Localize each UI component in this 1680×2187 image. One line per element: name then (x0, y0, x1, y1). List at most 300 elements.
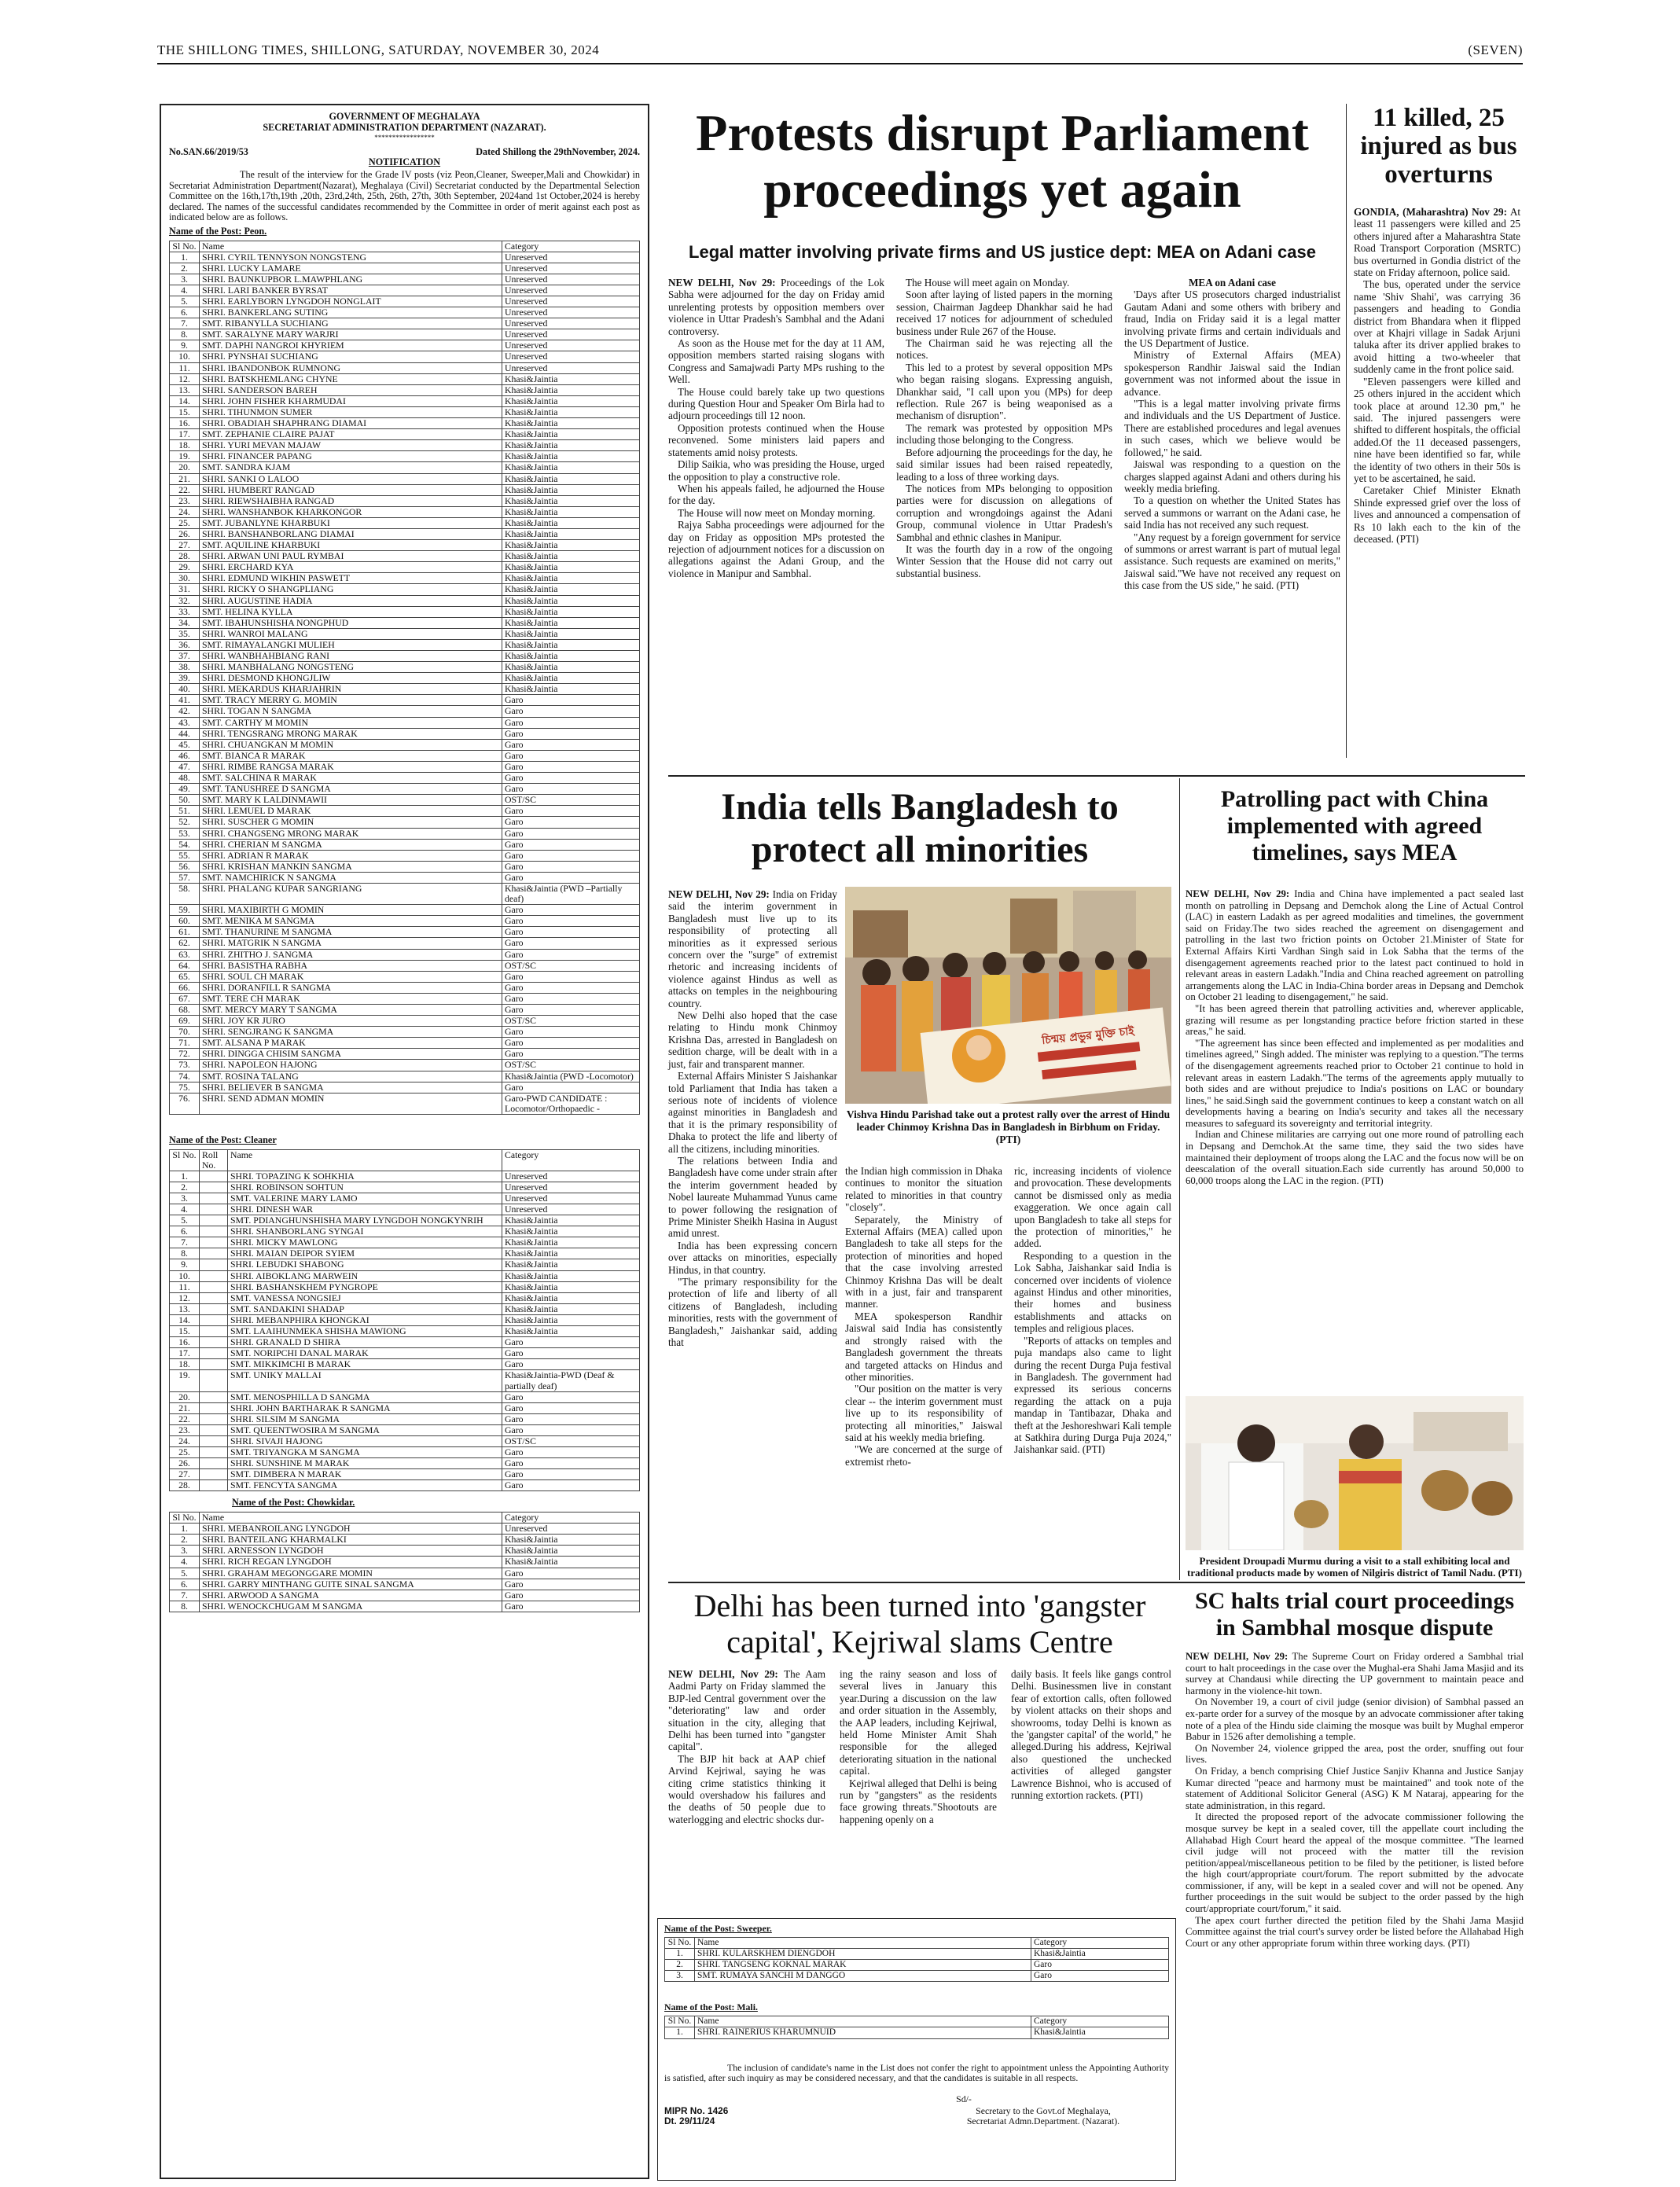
col-header: Roll No. (200, 1149, 228, 1171)
table-cell: SHRI. BASISTHA RABHA (200, 960, 502, 971)
table-row (665, 1949, 1169, 1960)
table-cell: Unreserved (502, 329, 640, 340)
table-cell: Khasi&Jaintia (502, 484, 640, 495)
table-cell: Khasi&Jaintia (502, 1226, 640, 1237)
sweeper-table (664, 1937, 1169, 1982)
table-cell: 11. (170, 1281, 200, 1292)
table-cell: SHRI. MICKY MAWLONG (228, 1237, 502, 1248)
table-row (170, 1391, 640, 1402)
table-cell: Garo (1031, 1960, 1169, 1971)
notice-ref-row (169, 147, 640, 158)
table-cell: Garo (502, 993, 640, 1004)
mipr-date: Dt. 29/11/24 (664, 2115, 715, 2126)
table-cell: 67. (170, 993, 200, 1004)
table-cell: Khasi&Jaintia (502, 651, 640, 662)
table-cell (200, 1391, 228, 1402)
table-cell: Khasi&Jaintia (502, 617, 640, 628)
col-header: Name (200, 1513, 502, 1524)
table-cell: 34. (170, 617, 200, 628)
table-cell (200, 1413, 228, 1424)
table-cell: 6. (170, 1226, 200, 1237)
table-cell: 60. (170, 916, 200, 927)
table-cell: SHRI. BANTEILANG KHARMALKI (200, 1535, 502, 1546)
table-cell (200, 1303, 228, 1314)
mipr-number: MIPR No. 1426 (664, 2104, 729, 2116)
table-cell: 46. (170, 750, 200, 761)
table-cell: Garo (502, 773, 640, 784)
notice-intro: The result of the interview for the Grade IV posts (viz Peon,Cleaner, Sweeper,Mali and Chowkidar) in Secretariat Administration Department(Nazarat), Meghalaya (Civil) Secretariat conducted by the Departmental Selection Committee on the 16th,17th,19th ,20th, 23rd,24th, 25th, 26th, 27th, 30th September, 2024and 1st October,2024 is hereby declared. The names of the successful candidates recommended by the Committee in order of merit against each post as indicated below are as follows. (169, 168, 640, 223)
table-cell: Khasi&Jaintia (502, 373, 640, 384)
table-cell: Unreserved (502, 362, 640, 373)
table-row (170, 1270, 640, 1281)
table-row (170, 318, 640, 329)
table-cell: Garo (502, 1447, 640, 1458)
table-cell: SHRI. LEBUDKI SHABONG (228, 1259, 502, 1270)
table-row (170, 1082, 640, 1093)
delhi-para: ing the rainy season and loss of several lives in January this year.During a discussion on the law and order situation in the Assembly, the AAP leaders, including Kejriwal, held Home Minister Amit Shah responsible for the alleged deteriorating situation in the national capital. (840, 1668, 997, 1777)
table-cell: 11. (170, 362, 200, 373)
table-row (170, 1535, 640, 1546)
table-cell: 1. (665, 2027, 695, 2038)
table-cell: SMT. DIMBERA N MARAK (228, 1469, 502, 1480)
table-cell: Khasi&Jaintia (502, 1303, 640, 1314)
table-cell: SMT. IBAHUNSHISHA NONGPHUD (200, 617, 502, 628)
table-cell: Khasi&Jaintia (502, 1557, 640, 1568)
table-cell: SHRI. SIVAJI HAJONG (228, 1435, 502, 1446)
table-cell: 44. (170, 728, 200, 739)
table-row (170, 1281, 640, 1292)
bangladesh-para: India on Friday said the interim government in Bangladesh must live up to its responsibility of protecting all minorities as it expressed serious concern over the "surge" of extremist rhetoric and increasing incidents of violence against Hindus as well as attacks on temples in the neighbouring country. (668, 888, 838, 1009)
table-cell: 19. (170, 451, 200, 462)
table-cell: 16. (170, 418, 200, 429)
table-cell: SMT. TERE CH MARAK (200, 993, 502, 1004)
table-cell: 63. (170, 949, 200, 960)
table-row (170, 1546, 640, 1557)
table-cell: OST/SC (502, 1060, 640, 1071)
table-cell: SMT. SALCHINA R MARAK (200, 773, 502, 784)
table-cell (200, 1447, 228, 1458)
table-row (170, 773, 640, 784)
table-row (170, 506, 640, 517)
table-cell: OST/SC (502, 960, 640, 971)
delhi-dateline: NEW DELHI, Nov 29: (668, 1668, 778, 1680)
table-cell: 31. (170, 584, 200, 595)
table-cell (200, 1458, 228, 1469)
table-cell: 45. (170, 739, 200, 750)
table-cell: Garo (502, 1402, 640, 1413)
table-cell: 62. (170, 938, 200, 949)
table-row (170, 451, 640, 462)
table-cell: SHRI. ARWOOD A SANGMA (200, 1590, 502, 1601)
table-cell: Garo (502, 1005, 640, 1016)
bangladesh-para: "We are concerned at the surge of extremist rheto- (845, 1443, 1002, 1468)
table-cell: SHRI. DORANFILL R SANGMA (200, 982, 502, 993)
table-cell: 75. (170, 1082, 200, 1093)
parliament-para: 'Days after US prosecutors charged industrialist Gautam Adani and some others with bribery and fraud, India on Friday said it is a legal matter involving private firms and certain individuals and the US Department of Justice. (1124, 289, 1340, 350)
president-photo (1186, 1396, 1524, 1550)
table-row (170, 274, 640, 285)
table-cell: SHRI. RIEWSHAIBHA RANGAD (200, 495, 502, 506)
parliament-para: To a question on whether the United States has served a summons or warrant on the Adani case, he said India has not received any such request. (1124, 494, 1340, 531)
table-cell: Khasi&Jaintia (502, 1248, 640, 1259)
table-cell: SMT. RIBANYLLA SUCHIANG (200, 318, 502, 329)
table-cell: SMT. MENOSPHILLA D SANGMA (228, 1391, 502, 1402)
table-cell: Garo (502, 839, 640, 850)
table-cell: 12. (170, 373, 200, 384)
table-row (665, 2027, 1169, 2038)
bangladesh-col-2 (845, 1165, 1002, 1468)
table-cell: Garo (502, 817, 640, 828)
table-cell: Khasi&Jaintia (502, 384, 640, 395)
parliament-para: The House will now meet on Monday morning. (678, 506, 876, 519)
table-row (170, 617, 640, 628)
table-cell: 12. (170, 1292, 200, 1303)
table-cell: 40. (170, 684, 200, 695)
table-cell: Garo (502, 971, 640, 982)
parliament-para: The Chairman said he was rejecting all the notices. (896, 337, 1112, 362)
table-cell: 32. (170, 595, 200, 606)
table-row (170, 695, 640, 706)
table-row (170, 1060, 640, 1071)
bangladesh-para: "Our position on the matter is very clear -- the interim government must live up to its responsibility of protecting all minorities," Jaiswal said at his weekly media briefing. (845, 1383, 1002, 1443)
table-cell: 1. (170, 252, 200, 263)
china-para: "The agreement has since been effected and implemented as per modalities and timelines agreed," Singh added. The minister was replying to a question."The terms of the disengagement agreements reached prior to October 21 continue to hold in relevant areas in eastern Ladakh."The terms of the agreements apply mutually to both sides and are without prejudice to India's positions on LAC or boundary lines," he said.Singh said the government continues to keep a constant watch on all developments having a bearing on India's security and takes all the necessary measures to safeguard its sovereignty and territorial integrity. (1186, 1037, 1524, 1129)
sc-headline: SC halts trial court proceedings in Sambhal mosque dispute (1194, 1588, 1515, 1641)
table-cell: Khasi&Jaintia (502, 462, 640, 473)
table-cell: SHRI. DESMOND KHONGJLIW (200, 673, 502, 684)
chowkidar-header-row (170, 1513, 640, 1524)
table-cell: 2. (665, 1960, 695, 1971)
table-row (170, 905, 640, 916)
table-row (170, 927, 640, 938)
table-cell: 2. (170, 1535, 200, 1546)
bangladesh-headline: India tells Bangladesh to protect all minorities (721, 786, 1119, 870)
table-row (170, 1314, 640, 1325)
table-cell: Khasi&Jaintia (502, 1535, 640, 1546)
table-cell: SHRI. CYRIL TENNYSON NONGSTENG (200, 252, 502, 263)
table-cell: SMT. ALSANA P MARAK (200, 1038, 502, 1049)
table-row (170, 960, 640, 971)
table-row (170, 861, 640, 872)
table-row (170, 839, 640, 850)
notice-title: NOTIFICATION (368, 156, 441, 168)
table-row (170, 717, 640, 728)
table-cell: 7. (170, 1237, 200, 1248)
table-row (170, 706, 640, 717)
table-cell: SMT. TRIYANGKA M SANGMA (228, 1447, 502, 1458)
table-cell: Unreserved (502, 307, 640, 318)
table-row (170, 340, 640, 351)
col-header: Name (695, 2016, 1031, 2027)
table-row (170, 462, 640, 473)
table-cell: SHRI. WANSHANBOK KHARKONGOR (200, 506, 502, 517)
table-cell: SMT. MARY K LALDINMAWII (200, 795, 502, 806)
table-cell: Unreserved (502, 318, 640, 329)
sc-story (1186, 1651, 1524, 1949)
table-row (170, 673, 640, 684)
mali-header-row (665, 2016, 1169, 2027)
protest-rally-photo (845, 887, 1171, 1104)
table-row (170, 1027, 640, 1038)
table-cell: SMT. MENIKA M SANGMA (200, 916, 502, 927)
table-row (170, 1292, 640, 1303)
table-cell: 9. (170, 1259, 200, 1270)
table-cell: 28. (170, 551, 200, 562)
table-cell: Unreserved (502, 351, 640, 362)
bangladesh-para: MEA spokesperson Randhir Jaiswal said India has consistently and strongly raised with the Bangladesh government the threats and targeted attacks on Hindus and other minorities. (845, 1310, 1002, 1383)
table-cell: SHRI. DINGGA CHISIM SANGMA (200, 1049, 502, 1060)
table-cell: 1. (170, 1171, 200, 1182)
table-cell: 17. (170, 429, 200, 440)
table-cell: SHRI. EDMUND WIKHIN PASWETT (200, 573, 502, 584)
table-cell: SHRI. RAINERIUS KHARUMNUID (695, 2027, 1031, 2038)
table-cell: 39. (170, 673, 200, 684)
table-cell: 57. (170, 872, 200, 883)
table-cell: 51. (170, 806, 200, 817)
table-row (170, 662, 640, 673)
table-cell: Khasi&Jaintia (502, 440, 640, 451)
table-row (170, 1402, 640, 1413)
signature-sd: Sd/- (956, 2093, 972, 2104)
table-row (170, 817, 640, 828)
table-cell: SHRI. MAXIBIRTH G MOMIN (200, 905, 502, 916)
table-row (170, 395, 640, 406)
table-cell: 38. (170, 662, 200, 673)
table-cell: Garo (502, 927, 640, 938)
table-cell: Khasi&Jaintia (502, 628, 640, 639)
table-cell: Khasi&Jaintia (502, 473, 640, 484)
parliament-para: Rajya Sabha proceedings were adjourned for the day on Friday as opposition MPs protested the rejection of adjournment notices for a discussion on allegations against the Adani Group, and the violence in Manipur and Sambhal. (668, 519, 884, 579)
peon-heading: Name of the Post: Peon. (169, 225, 267, 237)
delhi-col-2 (840, 1668, 997, 1825)
bangladesh-para: "The primary responsibility for the protection of life and liberty of all citizens of Bangladesh, including minorities, rests with the government of Bangladesh," Jaishankar said, adding that (668, 1276, 837, 1349)
table-row (170, 982, 640, 993)
china-para: Indian and Chinese militaries are carrying out one more round of patrolling each in Depsang and Demchok.At the same time, they said the two sides have maintained their deployment of troops along the LAC and the focus now will be on deescalation of the overall situation.Each side currently has around 50,000 to 60,000 troops along the LAC in the region. (PTI) (1186, 1129, 1524, 1186)
table-row (170, 1093, 640, 1114)
table-cell: 13. (170, 1303, 200, 1314)
table-cell: SMT. JUBANLYNE KHARBUKI (200, 517, 502, 528)
table-cell: SHRI. MANBHALANG NONGSTENG (200, 662, 502, 673)
table-row (170, 1469, 640, 1480)
table-row (170, 573, 640, 584)
col-header: Sl No. (170, 1513, 200, 1524)
table-cell: Garo (502, 1601, 640, 1612)
table-row (170, 1049, 640, 1060)
table-row (170, 1424, 640, 1435)
table-cell: Unreserved (502, 285, 640, 296)
table-cell: Garo (502, 1590, 640, 1601)
table-cell: 28. (170, 1480, 200, 1491)
table-cell: Garo (502, 850, 640, 861)
table-cell (200, 1326, 228, 1337)
table-cell: 3. (170, 274, 200, 285)
table-cell: 30. (170, 573, 200, 584)
table-cell: Unreserved (502, 1182, 640, 1193)
sc-para: The apex court further directed the petition filed by the Shahi Jama Masjid Committee against the trial court's survey order be listed before the Allahabad High Court or any other appropriate forum within three working days. (PTI) (1186, 1914, 1524, 1949)
table-row (170, 440, 640, 451)
bus-story (1354, 206, 1520, 545)
table-row (170, 584, 640, 595)
table-cell: SHRI. LEMUEL D MARAK (200, 806, 502, 817)
delhi-para: The BJP hit back at AAP chief Arvind Kejriwal, saying he was citing crime statistics thinking it would overshadow his failures and the deaths of 50 people due to waterlogging and electric shocks dur- (668, 1752, 825, 1825)
table-cell: Garo (502, 1579, 640, 1590)
table-cell: 36. (170, 639, 200, 650)
table-cell: SHRI. TOGAN N SANGMA (200, 706, 502, 717)
table-cell: 50. (170, 795, 200, 806)
table-cell (200, 1204, 228, 1215)
table-cell: SHRI. ARNESSON LYNGDOH (200, 1546, 502, 1557)
table-cell: SHRI. OBADIAH SHAPHRANG DIAMAI (200, 418, 502, 429)
table-row (665, 1971, 1169, 1982)
table-cell: Khasi&Jaintia (502, 1546, 640, 1557)
table-cell: SHRI. MEBANPHIRA KHONGKAI (228, 1314, 502, 1325)
table-row (170, 606, 640, 617)
table-cell: 56. (170, 861, 200, 872)
sc-para: It directed the proposed report of the advocate commissioner following the mosque survey be kept in a sealed cover, till the appellate court including the Allahabad High Court heard the appeal of the mosque committee. "The learned civil judge will not proceed with the matter till the revision petition/appeal/miscellaneous petition to be filed by the petitioner, is listed before the high court/appropriate court/forum. The report submitted by the advocate commissioner, if any, will be kept in a sealed cover and will not be opened. Any further proceedings in the suit would be subject to the order passed by the high court/appropriate court/forum," it said. (1186, 1811, 1524, 1915)
table-cell: Garo (502, 872, 640, 883)
table-cell: 5. (170, 1568, 200, 1579)
table-row (170, 1590, 640, 1601)
table-cell (200, 1348, 228, 1359)
table-cell: 53. (170, 828, 200, 839)
parliament-para: "Any request by a foreign government for service of summons or arrest warrant is part of mutual legal assistance. Such requests are examined on merits," Jaiswal said."We have not received any request on this case from the US side," he said. (PTI) (1124, 531, 1340, 592)
bus-headline: 11 killed, 25 injured as bus overturns (1360, 104, 1517, 189)
table-cell (200, 1193, 228, 1204)
table-cell: SHRI. WANBHAHBIANG RANI (200, 651, 502, 662)
table-row (170, 1215, 640, 1226)
parliament-para: When his appeals failed, he adjourned the House for the day. (668, 482, 884, 507)
table-cell: Garo (502, 1480, 640, 1491)
table-cell: 54. (170, 839, 200, 850)
table-cell: SHRI. GRANALD D SHIRA (228, 1337, 502, 1348)
table-row (170, 1259, 640, 1270)
table-cell: SMT. BIANCA R MARAK (200, 750, 502, 761)
bus-para: At least 11 passengers were killed and 25 others injured after a Maharashtra State Road Transport Corporation (MSRTC) bus overturned in Gondia district of the state on Friday afternoon, police said. (1354, 206, 1520, 279)
table-row (170, 1568, 640, 1579)
china-story (1186, 888, 1524, 1186)
parliament-col-2 (896, 277, 1112, 579)
parliament-para: Soon after laying of listed papers in the morning session, Chairman Jagdeep Dhankhar said he had received 17 notices for adjournment of scheduled business under Rule 267 of the House. (896, 289, 1112, 337)
table-cell: SHRI. MEBANROILANG LYNGDOH (200, 1524, 502, 1535)
table-cell: Khasi&Jaintia (502, 662, 640, 673)
table-row (170, 639, 640, 650)
table-cell: Garo (502, 739, 640, 750)
table-row (665, 1960, 1169, 1971)
table-row (170, 517, 640, 528)
col-header: Sl No. (665, 1938, 695, 1949)
table-cell: Khasi&Jaintia (502, 1237, 640, 1248)
table-row (170, 1171, 640, 1182)
bus-para: "Eleven passengers were killed and 25 others injured in the accident which took place at around 12.30 pm," he said. The injured passengers were shifted to different hospitals, the official added.Of the 11 deceased passengers, nine have been identified so far, while the identity of two others in their 50s is yet to be ascertained, he said. (1354, 375, 1520, 484)
table-cell: SMT. TANUSHREE D SANGMA (200, 784, 502, 795)
table-cell: 13. (170, 384, 200, 395)
table-row (170, 1182, 640, 1193)
table-cell: Khasi&Jaintia (PWD –Partially deaf) (502, 883, 640, 904)
table-cell: SMT. THANURINE M SANGMA (200, 927, 502, 938)
table-cell (200, 1182, 228, 1193)
delhi-col-1 (668, 1668, 825, 1825)
table-cell: SHRI. JOHN FISHER KHARMUDAI (200, 395, 502, 406)
bangladesh-col-1 (668, 888, 837, 1348)
table-row (170, 728, 640, 739)
parliament-col-3 (1124, 277, 1340, 592)
col-header: Category (502, 241, 640, 252)
table-cell: Garo (502, 750, 640, 761)
table-cell: SHRI. SUNSHINE M MARAK (228, 1458, 502, 1469)
table-row (170, 1204, 640, 1215)
table-cell: 4. (170, 1204, 200, 1215)
table-cell: Khasi&Jaintia (502, 528, 640, 539)
table-cell: Khasi&Jaintia (502, 1281, 640, 1292)
table-cell: OST/SC (502, 795, 640, 806)
table-cell: 65. (170, 971, 200, 982)
table-row (170, 806, 640, 817)
table-cell: Unreserved (502, 263, 640, 274)
table-cell: Khasi&Jaintia (502, 406, 640, 417)
table-cell: SMT. SARALYNE MARY WARJRI (200, 329, 502, 340)
table-cell: 69. (170, 1016, 200, 1027)
table-row (170, 1435, 640, 1446)
table-cell: 7. (170, 1590, 200, 1601)
table-cell: SHRI. SENGJRANG K SANGMA (200, 1027, 502, 1038)
table-cell: SMT. MIKKIMCHI B MARAK (228, 1359, 502, 1370)
col-header: Name (695, 1938, 1031, 1949)
bus-para: Caretaker Chief Minister Eknath Shinde expressed grief over the loss of lives and announced a compensation of Rs 10 lakh each to the kin of the deceased. (PTI) (1354, 484, 1520, 545)
table-cell: Garo (502, 728, 640, 739)
table-cell: Khasi&Jaintia (502, 606, 640, 617)
table-cell: OST/SC (502, 1435, 640, 1446)
table-cell: SHRI. NAPOLEON HAJONG (200, 1060, 502, 1071)
table-cell: 14. (170, 395, 200, 406)
table-cell: 37. (170, 651, 200, 662)
table-cell (200, 1292, 228, 1303)
signatory-title-1: Secretary to the Govt.of Meghalaya, (976, 2104, 1111, 2116)
table-cell: SHRI. ERCHARD KYA (200, 562, 502, 573)
table-cell: OST/SC (502, 1016, 640, 1027)
table-cell: SHRI. YURI MEVAN MAJAW (200, 440, 502, 451)
table-cell: SHRI. RICH REGAN LYNGDOH (200, 1557, 502, 1568)
table-cell: 35. (170, 628, 200, 639)
table-cell: Khasi&Jaintia (502, 418, 640, 429)
table-cell: 52. (170, 817, 200, 828)
table-cell: Garo (502, 949, 640, 960)
table-row (170, 329, 640, 340)
table-cell: SHRI. SANKI O LALOO (200, 473, 502, 484)
table-cell: Garo (502, 1458, 640, 1469)
table-cell: 1. (170, 1524, 200, 1535)
table-cell: Garo (502, 695, 640, 706)
table-cell: SHRI. BANSHANBORLANG DIAMAI (200, 528, 502, 539)
table-cell: Khasi&Jaintia (502, 1215, 640, 1226)
china-dateline: NEW DELHI, Nov 29: (1186, 888, 1290, 899)
table-cell: Unreserved (502, 274, 640, 285)
table-row (170, 1038, 640, 1049)
table-cell: SHRI. KRISHAN MANKIN SANGMA (200, 861, 502, 872)
table-cell: Khasi&Jaintia (502, 1326, 640, 1337)
table-cell: SMT. SANDRA KJAM (200, 462, 502, 473)
protest-photo-caption: Vishva Hindu Parishad take out a protest rally over the arrest of Hindu leader Chinmoy Krishna Das in Bangladesh in Birbhum on Friday. (PTI) (846, 1108, 1171, 1145)
table-cell: SMT. QUEENTWOSIRA M SANGMA (228, 1424, 502, 1435)
sc-dateline: NEW DELHI, Nov 29: (1186, 1651, 1288, 1662)
table-cell: 20. (170, 462, 200, 473)
table-cell: 4. (170, 285, 200, 296)
table-cell: Khasi&Jaintia (502, 1259, 640, 1270)
chowkidar-heading: Name of the Post: Chowkidar. (232, 1497, 355, 1509)
table-cell: SMT. TRACY MERRY G. MOMIN (200, 695, 502, 706)
table-cell: SHRI. SANDERSON BAREH (200, 384, 502, 395)
table-cell: 8. (170, 329, 200, 340)
bangladesh-col-3 (1014, 1165, 1171, 1456)
